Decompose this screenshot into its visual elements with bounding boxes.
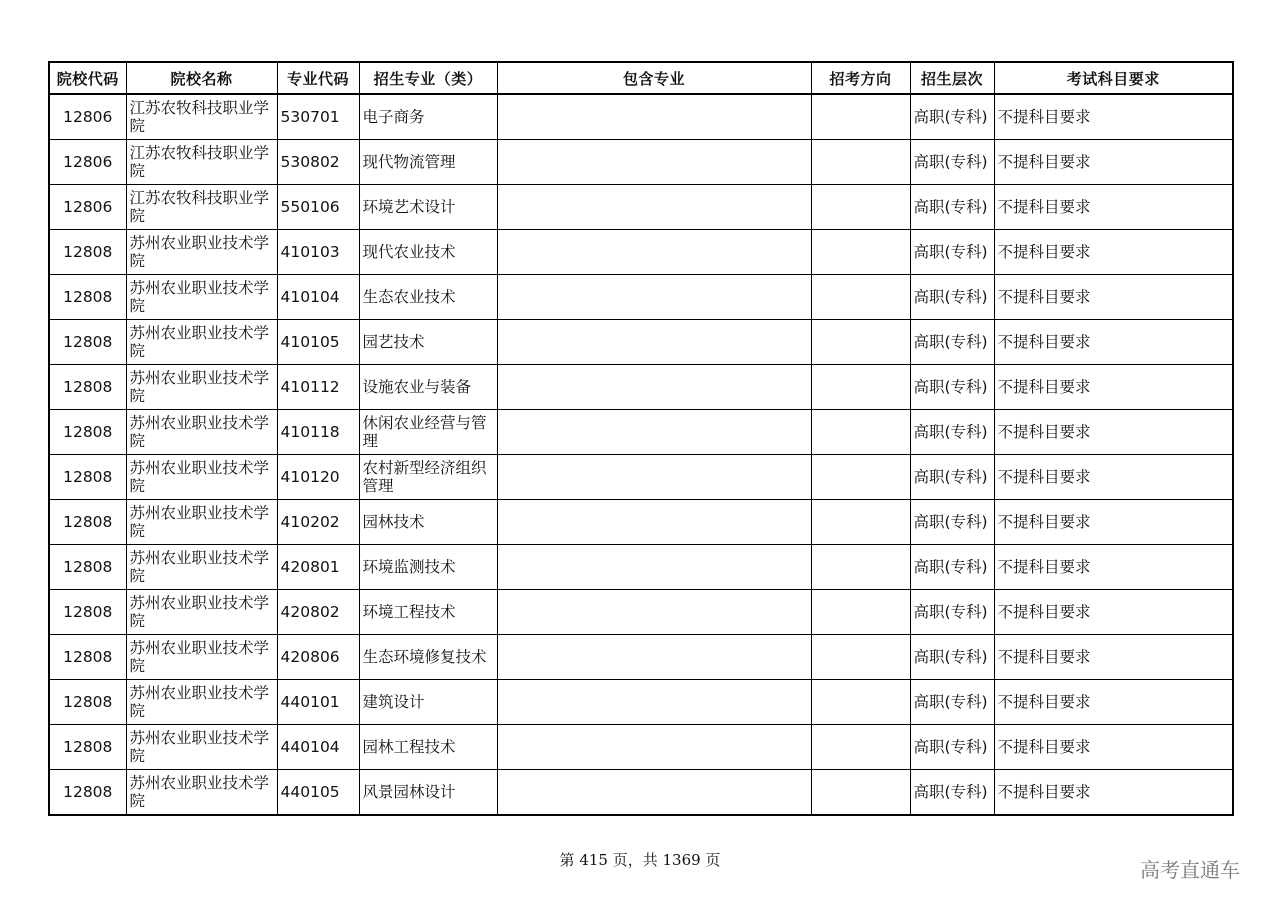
cell-major: 现代农业技术	[359, 230, 497, 275]
header-major: 招生专业（类）	[359, 62, 497, 94]
cell-included-majors	[497, 275, 811, 320]
cell-school-code: 12808	[49, 275, 126, 320]
cell-school-name: 苏州农业职业技术学院	[126, 545, 277, 590]
cell-major-code: 440105	[277, 770, 359, 816]
cell-included-majors	[497, 680, 811, 725]
table-row	[49, 320, 1233, 365]
cell-major-code: 440101	[277, 680, 359, 725]
cell-level: 高职(专科)	[910, 320, 994, 365]
cell-direction	[811, 725, 910, 770]
cell-level: 高职(专科)	[910, 770, 994, 816]
cell-included-majors	[497, 500, 811, 545]
cell-major: 建筑设计	[359, 680, 497, 725]
cell-included-majors	[497, 320, 811, 365]
cell-included-majors	[497, 455, 811, 500]
cell-direction	[811, 455, 910, 500]
cell-requirement: 不提科目要求	[994, 590, 1233, 635]
cell-school-code: 12808	[49, 320, 126, 365]
cell-major-code: 420806	[277, 635, 359, 680]
cell-level: 高职(专科)	[910, 275, 994, 320]
cell-level: 高职(专科)	[910, 455, 994, 500]
cell-direction	[811, 500, 910, 545]
cell-requirement: 不提科目要求	[994, 500, 1233, 545]
cell-direction	[811, 230, 910, 275]
cell-direction	[811, 185, 910, 230]
cell-school-name: 苏州农业职业技术学院	[126, 455, 277, 500]
cell-major: 设施农业与装备	[359, 365, 497, 410]
cell-school-code: 12808	[49, 680, 126, 725]
cell-level: 高职(专科)	[910, 140, 994, 185]
table-row	[49, 680, 1233, 725]
cell-requirement: 不提科目要求	[994, 455, 1233, 500]
cell-school-code: 12808	[49, 770, 126, 816]
cell-level: 高职(专科)	[910, 185, 994, 230]
cell-school-name: 苏州农业职业技术学院	[126, 590, 277, 635]
table-header-row	[49, 62, 1233, 94]
cell-requirement: 不提科目要求	[994, 410, 1233, 455]
cell-included-majors	[497, 590, 811, 635]
cell-major-code: 410202	[277, 500, 359, 545]
cell-major: 生态农业技术	[359, 275, 497, 320]
cell-level: 高职(专科)	[910, 635, 994, 680]
cell-requirement: 不提科目要求	[994, 320, 1233, 365]
table-row	[49, 500, 1233, 545]
cell-direction	[811, 140, 910, 185]
cell-school-name: 苏州农业职业技术学院	[126, 500, 277, 545]
table-row	[49, 410, 1233, 455]
table-row	[49, 140, 1233, 185]
cell-major: 电子商务	[359, 94, 497, 140]
table-row	[49, 185, 1233, 230]
cell-included-majors	[497, 725, 811, 770]
header-major-code: 专业代码	[277, 62, 359, 94]
cell-major: 园林技术	[359, 500, 497, 545]
cell-school-code: 12806	[49, 140, 126, 185]
cell-requirement: 不提科目要求	[994, 275, 1233, 320]
cell-major-code: 410104	[277, 275, 359, 320]
cell-major: 环境工程技术	[359, 590, 497, 635]
cell-school-name: 江苏农牧科技职业学院	[126, 140, 277, 185]
cell-school-code: 12808	[49, 410, 126, 455]
cell-major-code: 410103	[277, 230, 359, 275]
cell-major-code: 440104	[277, 725, 359, 770]
header-school-code: 院校代码	[49, 62, 126, 94]
cell-school-name: 苏州农业职业技术学院	[126, 725, 277, 770]
cell-requirement: 不提科目要求	[994, 94, 1233, 140]
watermark-logo-text: 高考直通车	[1140, 858, 1240, 882]
cell-requirement: 不提科目要求	[994, 545, 1233, 590]
cell-direction	[811, 545, 910, 590]
cell-major: 环境监测技术	[359, 545, 497, 590]
cell-direction	[811, 320, 910, 365]
cell-school-name: 苏州农业职业技术学院	[126, 230, 277, 275]
cell-major-code: 410120	[277, 455, 359, 500]
cell-school-name: 苏州农业职业技术学院	[126, 680, 277, 725]
cell-included-majors	[497, 770, 811, 816]
cell-direction	[811, 365, 910, 410]
cell-school-name: 苏州农业职业技术学院	[126, 770, 277, 816]
cell-requirement: 不提科目要求	[994, 185, 1233, 230]
cell-level: 高职(专科)	[910, 410, 994, 455]
cell-major: 环境艺术设计	[359, 185, 497, 230]
header-requirement: 考试科目要求	[994, 62, 1233, 94]
cell-level: 高职(专科)	[910, 500, 994, 545]
cell-requirement: 不提科目要求	[994, 140, 1233, 185]
cell-school-code: 12808	[49, 590, 126, 635]
cell-level: 高职(专科)	[910, 590, 994, 635]
cell-school-code: 12808	[49, 635, 126, 680]
cell-school-code: 12808	[49, 455, 126, 500]
cell-included-majors	[497, 365, 811, 410]
table-row	[49, 590, 1233, 635]
cell-school-name: 江苏农牧科技职业学院	[126, 94, 277, 140]
cell-major: 风景园林设计	[359, 770, 497, 816]
cell-school-code: 12806	[49, 185, 126, 230]
cell-major: 园艺技术	[359, 320, 497, 365]
table-row	[49, 455, 1233, 500]
table-row	[49, 635, 1233, 680]
table-row	[49, 230, 1233, 275]
cell-requirement: 不提科目要求	[994, 770, 1233, 816]
cell-requirement: 不提科目要求	[994, 635, 1233, 680]
table-row	[49, 545, 1233, 590]
cell-level: 高职(专科)	[910, 365, 994, 410]
cell-direction	[811, 590, 910, 635]
table-row	[49, 725, 1233, 770]
cell-included-majors	[497, 410, 811, 455]
table-body	[49, 94, 1233, 815]
cell-school-code: 12806	[49, 94, 126, 140]
cell-major-code: 420801	[277, 545, 359, 590]
cell-major-code: 420802	[277, 590, 359, 635]
cell-school-code: 12808	[49, 545, 126, 590]
cell-major: 生态环境修复技术	[359, 635, 497, 680]
cell-school-code: 12808	[49, 725, 126, 770]
cell-level: 高职(专科)	[910, 230, 994, 275]
cell-major: 现代物流管理	[359, 140, 497, 185]
table-row	[49, 275, 1233, 320]
cell-school-name: 苏州农业职业技术学院	[126, 410, 277, 455]
header-level: 招生层次	[910, 62, 994, 94]
cell-level: 高职(专科)	[910, 680, 994, 725]
table-row	[49, 94, 1233, 140]
cell-included-majors	[497, 635, 811, 680]
cell-school-name: 苏州农业职业技术学院	[126, 275, 277, 320]
cell-included-majors	[497, 230, 811, 275]
cell-included-majors	[497, 94, 811, 140]
cell-direction	[811, 635, 910, 680]
cell-direction	[811, 94, 910, 140]
cell-level: 高职(专科)	[910, 725, 994, 770]
cell-direction	[811, 410, 910, 455]
cell-requirement: 不提科目要求	[994, 230, 1233, 275]
cell-included-majors	[497, 140, 811, 185]
cell-major-code: 550106	[277, 185, 359, 230]
cell-major: 农村新型经济组织管理	[359, 455, 497, 500]
page-number: 第 415 页，共 1369 页	[559, 851, 721, 869]
cell-major-code: 410118	[277, 410, 359, 455]
cell-requirement: 不提科目要求	[994, 365, 1233, 410]
cell-major-code: 410105	[277, 320, 359, 365]
cell-school-name: 苏州农业职业技术学院	[126, 365, 277, 410]
cell-included-majors	[497, 545, 811, 590]
enrollment-table	[48, 61, 1234, 816]
cell-major: 休闲农业经营与管理	[359, 410, 497, 455]
cell-direction	[811, 680, 910, 725]
cell-school-code: 12808	[49, 365, 126, 410]
table-row	[49, 770, 1233, 816]
cell-school-code: 12808	[49, 230, 126, 275]
header-school-name: 院校名称	[126, 62, 277, 94]
cell-major-code: 410112	[277, 365, 359, 410]
cell-requirement: 不提科目要求	[994, 680, 1233, 725]
cell-major: 园林工程技术	[359, 725, 497, 770]
cell-school-name: 苏州农业职业技术学院	[126, 320, 277, 365]
cell-direction	[811, 275, 910, 320]
cell-direction	[811, 770, 910, 816]
cell-school-code: 12808	[49, 500, 126, 545]
cell-major-code: 530701	[277, 94, 359, 140]
cell-level: 高职(专科)	[910, 94, 994, 140]
cell-major-code: 530802	[277, 140, 359, 185]
cell-school-name: 苏州农业职业技术学院	[126, 635, 277, 680]
cell-level: 高职(专科)	[910, 545, 994, 590]
header-direction: 招考方向	[811, 62, 910, 94]
cell-requirement: 不提科目要求	[994, 725, 1233, 770]
table-row	[49, 365, 1233, 410]
cell-school-name: 江苏农牧科技职业学院	[126, 185, 277, 230]
header-included-majors: 包含专业	[497, 62, 811, 94]
cell-included-majors	[497, 185, 811, 230]
